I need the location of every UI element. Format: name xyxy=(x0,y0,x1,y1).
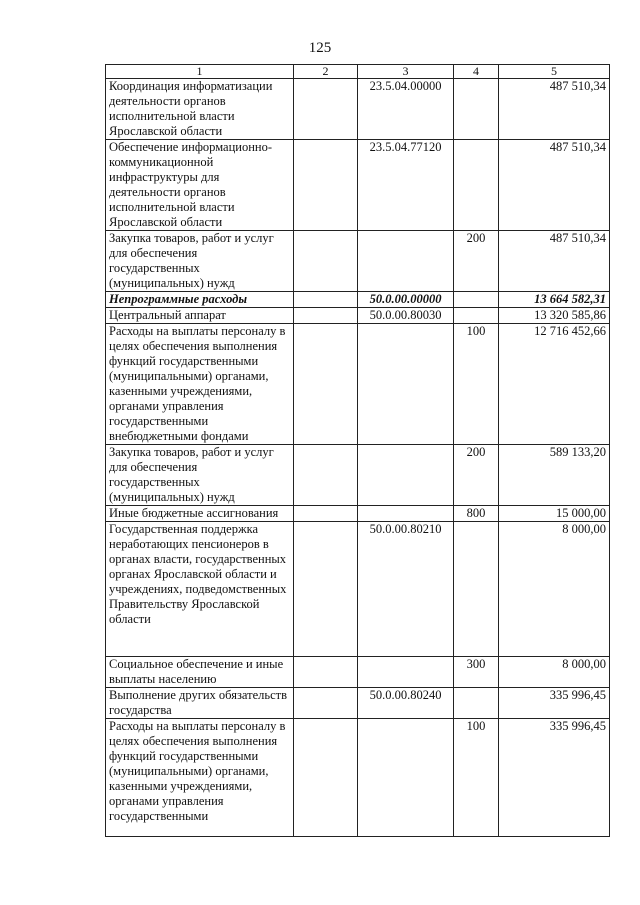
row-col2 xyxy=(294,140,358,231)
column-header: 1 xyxy=(106,65,294,79)
row-expense-type: 200 xyxy=(454,445,499,506)
row-col2 xyxy=(294,231,358,292)
table-header xyxy=(106,65,610,79)
row-code: 23.5.04.00000 xyxy=(358,79,454,140)
row-col2 xyxy=(294,445,358,506)
row-col2 xyxy=(294,292,358,308)
table-row xyxy=(106,140,610,231)
row-name: Обеспечение информационно-коммуникационной инфраструктуры для деятельности органов исполнительной власти Ярославской области xyxy=(106,140,294,231)
row-amount: 12 716 452,66 xyxy=(499,324,610,445)
row-code: 50.0.00.80210 xyxy=(358,522,454,657)
row-amount: 335 996,45 xyxy=(499,688,610,719)
row-name: Государственная поддержка неработающих пенсионеров в органах власти, государственных органах Ярославской области и учреждениях, подведомственных Правительству Ярославской области xyxy=(106,522,294,657)
row-expense-type xyxy=(454,308,499,324)
row-col2 xyxy=(294,506,358,522)
row-expense-type xyxy=(454,140,499,231)
row-expense-type: 100 xyxy=(454,719,499,837)
row-name: Выполнение других обязательств государства xyxy=(106,688,294,719)
table-row xyxy=(106,522,610,657)
row-name: Координация информатизации деятельности органов исполнительной власти Ярославской области xyxy=(106,79,294,140)
row-col2 xyxy=(294,688,358,719)
row-col2 xyxy=(294,324,358,445)
row-code xyxy=(358,231,454,292)
row-amount: 487 510,34 xyxy=(499,231,610,292)
row-amount: 487 510,34 xyxy=(499,79,610,140)
row-amount: 13 320 585,86 xyxy=(499,308,610,324)
table-row xyxy=(106,231,610,292)
table-body xyxy=(106,79,610,837)
row-code: 50.0.00.00000 xyxy=(358,292,454,308)
budget-table xyxy=(105,64,610,837)
row-expense-type xyxy=(454,688,499,719)
row-col2 xyxy=(294,522,358,657)
row-code: 50.0.00.80240 xyxy=(358,688,454,719)
table-row xyxy=(106,445,610,506)
row-name: Социальное обеспечение и иные выплаты населению xyxy=(106,657,294,688)
table-row xyxy=(106,688,610,719)
row-name: Иные бюджетные ассигнования xyxy=(106,506,294,522)
row-code: 50.0.00.80030 xyxy=(358,308,454,324)
table-row xyxy=(106,324,610,445)
row-name: Непрограммные расходы xyxy=(106,292,294,308)
table-row xyxy=(106,657,610,688)
table-row xyxy=(106,506,610,522)
row-name: Расходы на выплаты персоналу в целях обеспечения выполнения функций государственными (муниципальными) органами, казенными учреждениями, органами управления государственными внебюджетными фондами xyxy=(106,324,294,445)
row-expense-type: 200 xyxy=(454,231,499,292)
row-amount: 589 133,20 xyxy=(499,445,610,506)
table-row xyxy=(106,292,610,308)
row-name: Закупка товаров, работ и услуг для обеспечения государственных (муниципальных) нужд xyxy=(106,231,294,292)
row-amount: 13 664 582,31 xyxy=(499,292,610,308)
column-header: 5 xyxy=(499,65,610,79)
row-col2 xyxy=(294,308,358,324)
row-code xyxy=(358,719,454,837)
row-name: Закупка товаров, работ и услуг для обеспечения государственных (муниципальных) нужд xyxy=(106,445,294,506)
table-row xyxy=(106,79,610,140)
row-expense-type: 800 xyxy=(454,506,499,522)
header-row xyxy=(106,65,610,79)
row-code xyxy=(358,445,454,506)
row-col2 xyxy=(294,719,358,837)
row-name: Центральный аппарат xyxy=(106,308,294,324)
row-expense-type: 300 xyxy=(454,657,499,688)
row-expense-type xyxy=(454,522,499,657)
row-code xyxy=(358,324,454,445)
row-expense-type xyxy=(454,292,499,308)
row-amount: 15 000,00 xyxy=(499,506,610,522)
column-header: 4 xyxy=(454,65,499,79)
row-col2 xyxy=(294,79,358,140)
row-code xyxy=(358,657,454,688)
table-row xyxy=(106,308,610,324)
row-col2 xyxy=(294,657,358,688)
row-expense-type: 100 xyxy=(454,324,499,445)
column-header: 3 xyxy=(358,65,454,79)
row-code xyxy=(358,506,454,522)
row-name: Расходы на выплаты персоналу в целях обеспечения выполнения функций государственными (муниципальными) органами, казенными учреждениями, органами управления государственными xyxy=(106,719,294,837)
row-expense-type xyxy=(454,79,499,140)
row-amount: 335 996,45 xyxy=(499,719,610,837)
column-header: 2 xyxy=(294,65,358,79)
table-row xyxy=(106,719,610,837)
row-amount: 487 510,34 xyxy=(499,140,610,231)
row-amount: 8 000,00 xyxy=(499,522,610,657)
row-code: 23.5.04.77120 xyxy=(358,140,454,231)
row-amount: 8 000,00 xyxy=(499,657,610,688)
page-number: 125 xyxy=(308,40,332,56)
